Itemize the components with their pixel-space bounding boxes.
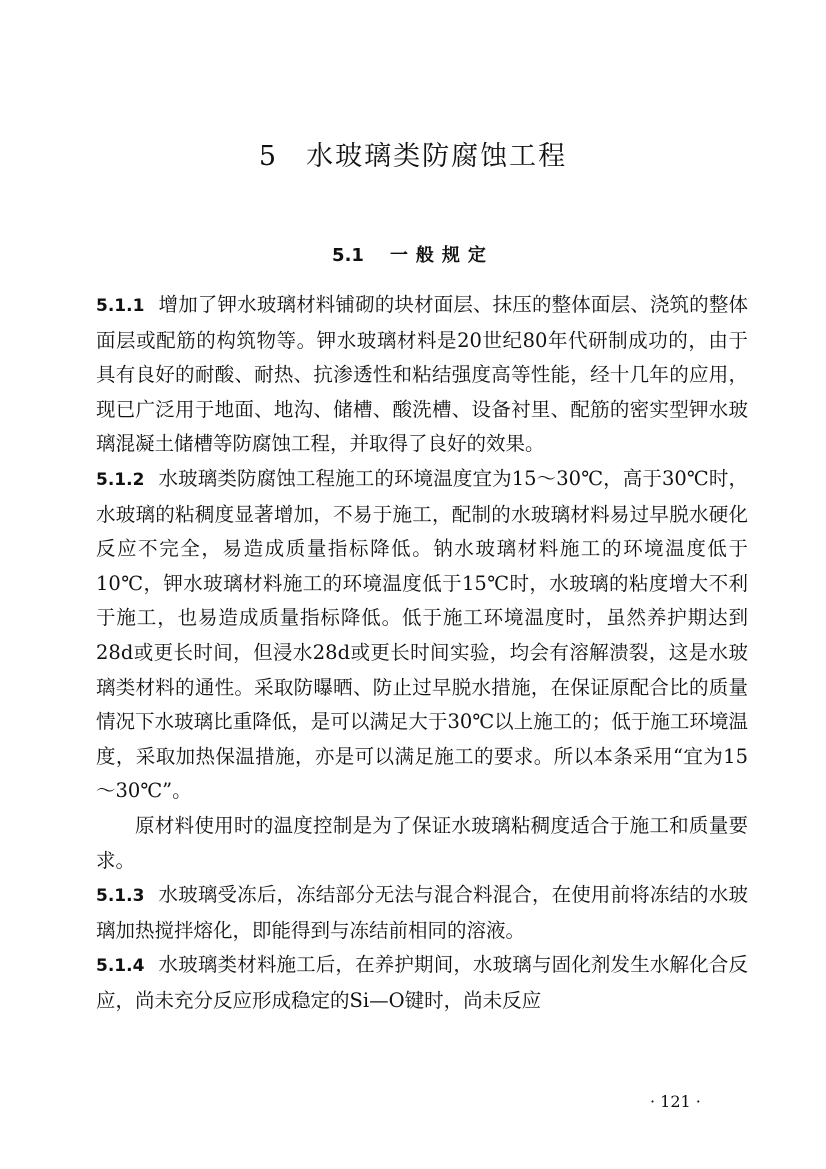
clause-5-1-4 (96, 948, 748, 1018)
chapter-number: 5 (258, 141, 279, 172)
chapter-title (0, 134, 826, 173)
chapter-title-text: 水玻璃类防腐蚀工程 (306, 141, 568, 172)
clause-number: 5.1.2 (96, 469, 145, 490)
section-title-text: 一般规定 (389, 245, 494, 266)
clause-text: 水玻璃类材料施工后，在养护期间，水玻璃与固化剂发生水解化合反应，尚未充分反应形成稳定的Si—O键时，尚未反应 (96, 953, 748, 1012)
clause-number: 5.1.4 (96, 956, 145, 977)
clause-5-1-3 (96, 878, 748, 948)
clause-number: 5.1.1 (96, 296, 145, 316)
clause-5-1-1 (96, 288, 748, 462)
clause-number: 5.1.3 (96, 886, 145, 907)
clause-text: 水玻璃受冻后，冻结部分无法与混合料混合，在使用前将冻结的水玻璃加热搅拌熔化，即能得到与冻结前相同的溶液。 (96, 883, 748, 942)
section-title (0, 241, 826, 267)
page-number: · 121 · (650, 1092, 701, 1111)
clause-text: 水玻璃类防腐蚀工程施工的环境温度宜为15～30℃，高于30℃时，水玻璃的粘稠度显著增加，不易于施工，配制的水玻璃材料易过早脱水硬化反应不完全，易造成质量指标降低。钠水玻璃材料施工的环境温度低于10℃，钾水玻璃材料施工的环境温度低于15℃时，水玻璃的粘度增大不利于施工，也易造成质量指标降低。低于施工环境温度时，虽然养护期达到28d或更长时间，但浸水28d或更长时间实验，均会有溶解溃裂，这是水玻璃类材料的通性。采取防曝晒、防止过早脱水措施，在保证原配合比的质量情况下水玻璃比重降低，是可以满足大于30℃以上施工的；低于施工环境温度，采取加热保温措施，亦是可以满足施工的要求。所以本条采用“宜为15～30℃”。 (96, 466, 748, 803)
clause-5-1-2 (96, 462, 748, 809)
clause-5-1-2-paragraph-2: 原材料使用时的温度控制是为了保证水玻璃粘稠度适合于施工和质量要求。 (96, 813, 748, 872)
section-number: 5.1 (332, 245, 364, 266)
body-text (96, 288, 748, 1018)
clause-text: 增加了钾水玻璃材料铺砌的块材面层、抹压的整体面层、浇筑的整体面层或配筋的构筑物等。钾水玻璃材料是20世纪80年代研制成功的，由于具有良好的耐酸、耐热、抗渗透性和粘结强度高等性能，经十几年的应用，现已广泛用于地面、地沟、储槽、酸洗槽、设备衬里、配筋的密实型钾水玻璃混凝土储槽等防腐蚀工程，并取得了良好的效果。 (96, 293, 748, 456)
